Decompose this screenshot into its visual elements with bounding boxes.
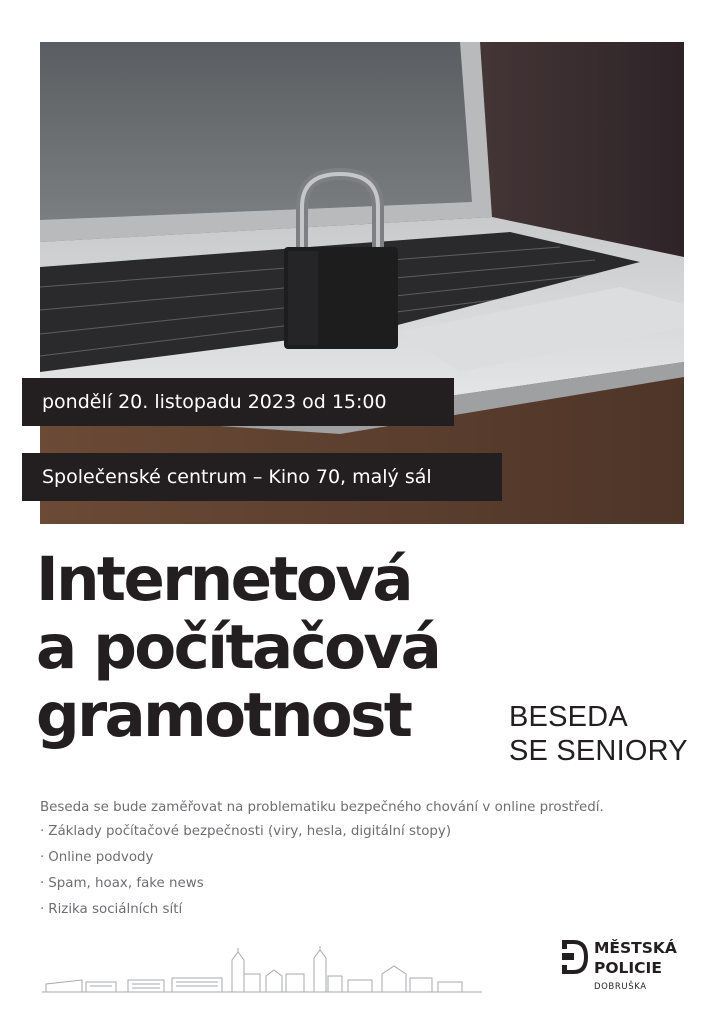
- organizer-town: DOBRUŠKA: [594, 982, 647, 992]
- description-intro: Beseda se bude zaměřovat na problematiku bezpečného chování v online prostředí.: [40, 800, 604, 815]
- police-logo-mark-icon: [562, 940, 590, 974]
- laptop-padlock-photo: [40, 42, 684, 524]
- event-description: [40, 800, 680, 926]
- topic-list: [40, 822, 680, 919]
- topic-item: · Základy počítačové bezpečnosti (viry, hesla, digitální stopy): [40, 822, 680, 841]
- event-venue-label: Společenské centrum – Kino 70, malý sál: [22, 453, 502, 501]
- page-title: [36, 546, 439, 750]
- event-date-label: pondělí 20. listopadu 2023 od 15:00: [22, 378, 454, 426]
- topic-item: · Spam, hoax, fake news: [40, 874, 680, 893]
- organizer-line-1: MĚSTSKÁ: [594, 939, 677, 957]
- police-logo: [562, 938, 702, 998]
- title-line-1: Internetová: [36, 544, 411, 615]
- title-line-3: gramotnost: [36, 680, 411, 751]
- event-subtitle: [509, 700, 688, 768]
- title-line-2: a počítačová: [36, 612, 440, 683]
- topic-item: · Rizika sociálních sítí: [40, 900, 680, 919]
- town-skyline-illustration: [42, 946, 482, 994]
- organizer-name: [594, 938, 677, 978]
- laptop-padlock-illustration: [40, 42, 684, 524]
- subtitle-line-2: SE SENIORY: [509, 735, 688, 767]
- topic-item: · Online podvody: [40, 848, 680, 867]
- organizer-line-2: POLICIE: [594, 959, 662, 977]
- subtitle-line-1: BESEDA: [509, 701, 628, 733]
